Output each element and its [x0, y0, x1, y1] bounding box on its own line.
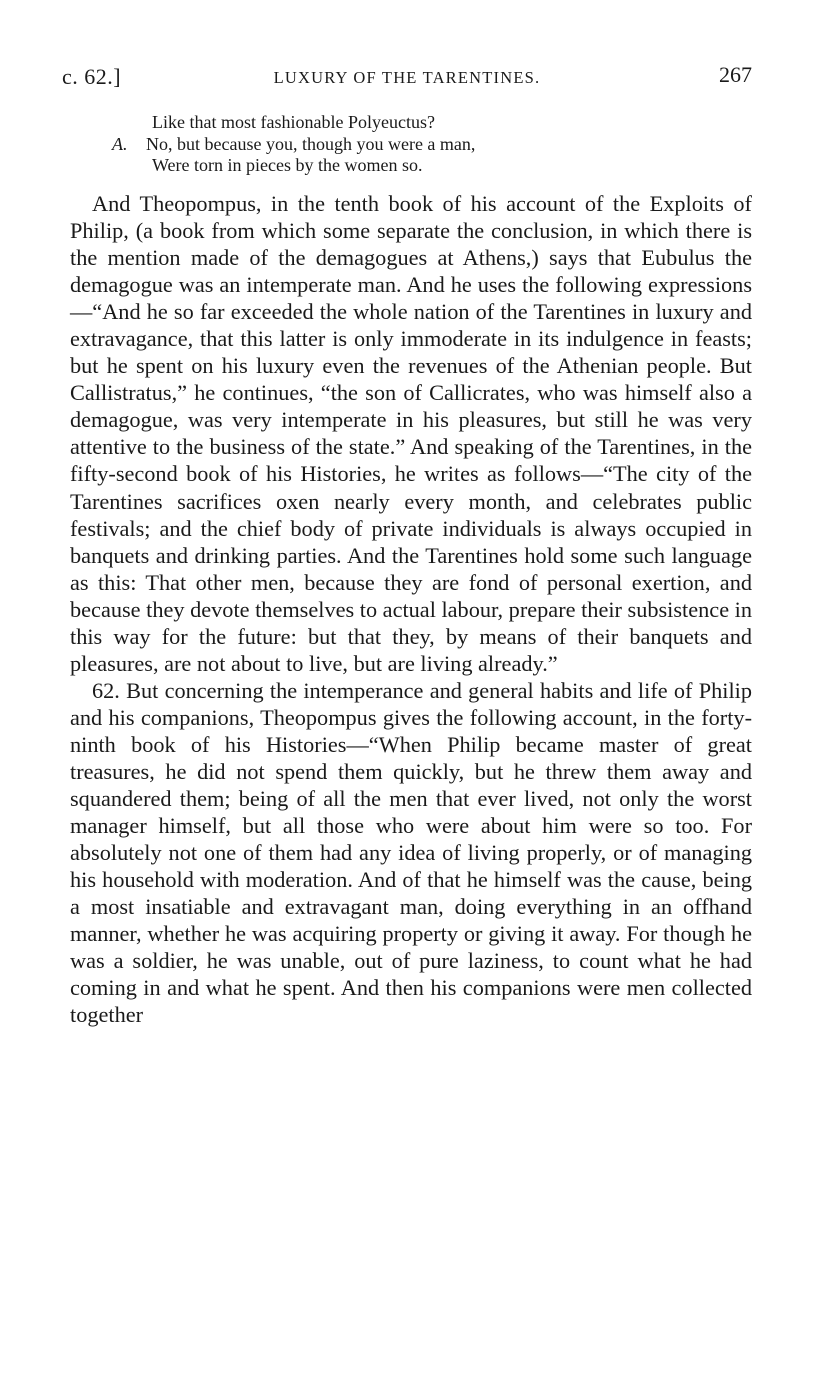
chapter-reference: c. 62.] [62, 64, 122, 89]
verse-line-1: Like that most fashionable Polyeuctus? [152, 112, 435, 132]
paragraph-theopompus-eubulus: And Theopompus, in the tenth book of his account of the Exploits of Philip, (a book from which some separate the conclusion, in which there is the mention made of the demagogues at Athens,) says that Eubulus the demagogue was an intemperate man. And he uses the following expressions—“And he so far exceeded the whole nation of the Tarentines in luxury and extravagance, that this latter is only immoderate in its indulgence in feasts; but he spent on his luxury even the revenues of the Athenian people. But Callistratus,” he continues, “the son of Callicrates, who was himself also a demagogue, was very intemperate in his pleasures, but still he was very attentive to the business of the state.” And speaking of the Tarentines, in the fifty-second book of his Histories, he writes as follows—“The city of the Tarentines sacrifices oxen nearly every month, and celebrates public festivals; and the chief body of private individuals is always occupied in banquets and drinking parties. And the Tarentines hold some such language as this: That other men, because they are fond of personal exertion, and because they devote themselves to actual labour, prepare their subsistence in this way for the future: but that they, by means of their banquets and pleasures, are not about to live, but are living already.” [70, 191, 753, 676]
verse-speaker: A. [112, 133, 128, 154]
verse-quotation [112, 112, 672, 177]
paragraph-62-philip: 62. But concerning the intemperance and general habits and life of Philip and his companions, Theopompus gives the following account, in the forty-ninth book of his Histories—“When Philip became master of great treasures, he did not spend them quickly, but he threw them away and squandered them; being of all the men that ever lived, not only the worst manager himself, but all those who were about him were so too. For absolutely not one of them had any idea of living properly, or of managing his household with moderation. And of that he himself was the cause, being a most insatiable and extravagant man, doing everything in an offhand manner, whether he was acquiring property or giving it away. For though he was a soldier, he was unable, out of pure laziness, to count what he had coming in and what he spent. And then his companions were men collected together [70, 677, 752, 1028]
verse-line-3: Were torn in pieces by the women so. [152, 155, 423, 175]
running-title: LUXURY OF THE TARENTINES. [273, 68, 541, 87]
body-text [70, 190, 752, 1028]
verse-line-2-text: No, but because you, though you were a man, [146, 133, 476, 154]
page-header [62, 62, 752, 92]
verse-line-2 [112, 134, 672, 156]
page-number: 267 [719, 62, 752, 87]
